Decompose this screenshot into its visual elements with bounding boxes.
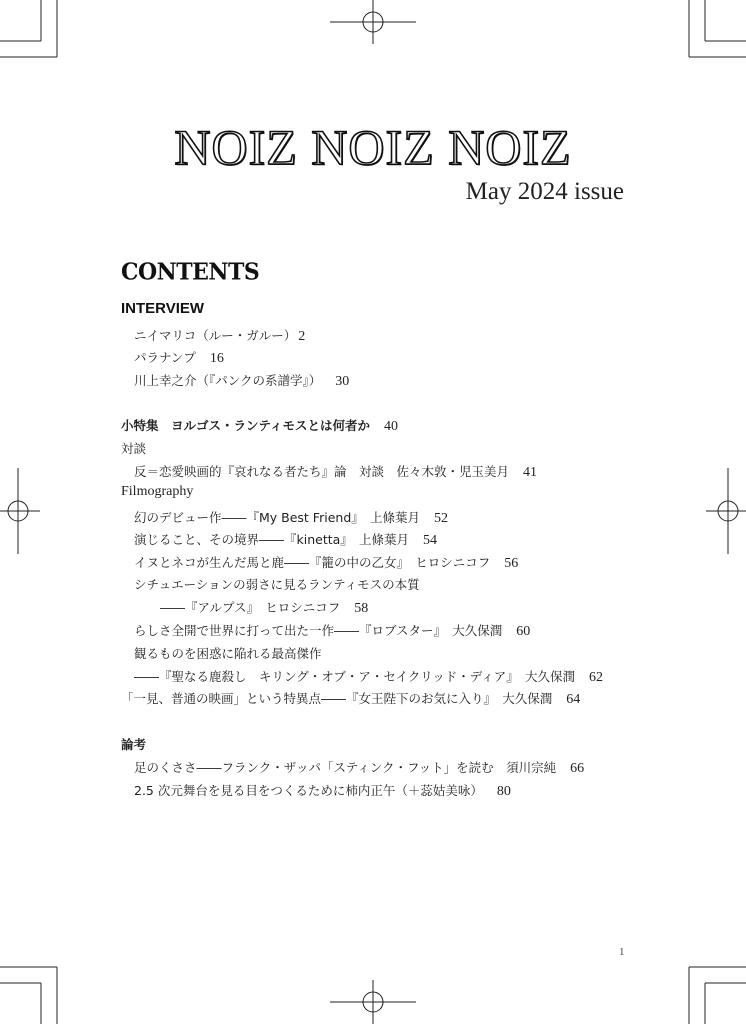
list-item: 足のくささ――フランク・ザッパ「スティンク・フット」を読む 須川宗純 66 (134, 760, 585, 776)
list-item: ――『聖なる鹿殺し キリング・オブ・ア・セイクリッド・ディア』 大久保潤 62 (134, 669, 604, 685)
list-item: 観るものを困惑に陥れる最高傑作 (134, 646, 322, 661)
page-number: 1 (619, 946, 625, 958)
feature-heading: 小特集 ヨルゴス・ランティモスとは何者か 40 (121, 418, 399, 434)
issue-label: May 2024 issue (465, 178, 624, 205)
list-item: イヌとネコが生んだ馬と鹿――『籠の中の乙女』 ヒロシニコフ 56 (134, 555, 519, 571)
list-item: らしさ全開で世界に打って出た一作――『ロブスター』 大久保潤 60 (134, 623, 531, 639)
contents-heading: CONTENTS (121, 258, 260, 286)
dialogue-label: 対談 (121, 441, 147, 456)
list-item: ニイマリコ（ルー・ガルー） 2 (134, 328, 306, 344)
masthead-title: NOIZ NOIZ NOIZ (174, 119, 572, 175)
essays-heading: 論考 (121, 737, 147, 752)
list-item: 演じること、その境界――『kinetta』 上條葉月 54 (134, 532, 438, 548)
list-item: 川上幸之介（『パンクの系譜学』） 30 (134, 373, 350, 389)
list-item: シチュエーションの弱さに見るランティモスの本質 (134, 577, 420, 592)
interview-heading: INTERVIEW (121, 300, 205, 317)
list-item: 幻のデビュー作――『My Best Friend』 上條葉月 52 (134, 510, 448, 526)
list-item: 反＝恋愛映画的『哀れなる者たち』論 対談 佐々木敦・児玉美月 41 (134, 464, 538, 480)
list-item: 「一見、普通の映画」という特異点――『女王陛下のお気に入り』 大久保潤 64 (121, 691, 581, 707)
list-item: ――『アルプス』 ヒロシニコフ 58 (160, 600, 369, 616)
filmography-label: Filmography (121, 484, 194, 499)
list-item: パラナンプ 16 (134, 350, 224, 366)
list-item: 2.5 次元舞台を見る目をつくるために柿内正午（＋蕊姑美咏） 80 (134, 783, 511, 799)
